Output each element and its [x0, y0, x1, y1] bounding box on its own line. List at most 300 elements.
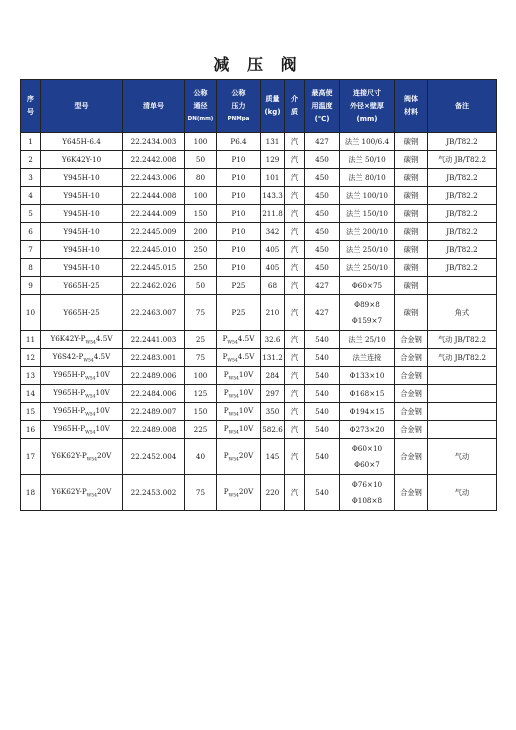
cell-dn: 50 [185, 277, 217, 295]
cell-max-temp: 450 [305, 187, 340, 205]
cell-list-no: 22.2444.009 [123, 205, 185, 223]
cell-note: JB/T82.2 [428, 187, 497, 205]
cell-mass: 131 [261, 133, 285, 151]
cell-pn [217, 349, 261, 367]
header-text: 阀体 [404, 95, 418, 103]
model-suffix: 20V [97, 486, 112, 496]
cell-model: Y945H-10 [41, 205, 123, 223]
cell-seq: 8 [21, 259, 41, 277]
pn-subscript: W54 [228, 430, 239, 436]
cell-dn: 250 [185, 241, 217, 259]
cell-max-temp: 450 [305, 259, 340, 277]
cell-model: Y665H-25 [41, 277, 123, 295]
cell-mass: 284 [261, 367, 285, 385]
cell-pn [217, 403, 261, 421]
model-prefix: Y965H-P [53, 423, 86, 433]
table-row [21, 367, 497, 385]
cell-body-material: 碳钢 [395, 205, 428, 223]
model-suffix: 4.5V [93, 351, 111, 361]
cell-seq: 16 [21, 421, 41, 439]
cell-max-temp: 427 [305, 295, 340, 331]
table-header-row [21, 80, 497, 133]
cell-body-material: 碳钢 [395, 187, 428, 205]
pn-subscript: W54 [227, 340, 238, 346]
cell-note: 气动 [428, 439, 497, 475]
valve-spec-table [20, 79, 497, 511]
cell-medium: 汽 [285, 403, 305, 421]
cell-mass: 405 [261, 241, 285, 259]
cell-connection: Φ60×75 [340, 277, 395, 295]
cell-note: 气动 JB/T82.2 [428, 331, 497, 349]
cell-pn [217, 439, 261, 475]
cell-pn: P10 [217, 187, 261, 205]
model-prefix: Y6K62Y-P [51, 486, 87, 496]
cell-mass: 220 [261, 475, 285, 511]
cell-medium: 汽 [285, 421, 305, 439]
cell-dn: 75 [185, 349, 217, 367]
table-row [21, 403, 497, 421]
cell-pn [217, 385, 261, 403]
cell-mass: 210 [261, 295, 285, 331]
cell-dn: 150 [185, 205, 217, 223]
connection-line: Φ60×10 [351, 443, 383, 453]
pn-subscript: W54 [228, 376, 239, 382]
cell-medium: 汽 [285, 439, 305, 475]
model-prefix: Y965H-P [53, 405, 86, 415]
pn-subscript: W54 [228, 394, 239, 400]
cell-list-no: 22.2489.007 [123, 403, 185, 421]
cell-model: Y945H-10 [41, 241, 123, 259]
cell-body-material: 合金钢 [395, 385, 428, 403]
model-subscript: W54 [85, 340, 96, 346]
table-row [21, 259, 497, 277]
cell-body-material: 碳钢 [395, 133, 428, 151]
table-row [21, 187, 497, 205]
cell-body-material: 合金钢 [395, 475, 428, 511]
cell-body-material: 合金钢 [395, 439, 428, 475]
cell-list-no: 22.2489.008 [123, 421, 185, 439]
pn-suffix: 10V [238, 369, 254, 379]
header-text: 介 [291, 95, 298, 103]
cell-dn: 100 [185, 133, 217, 151]
pn-suffix: 4.5V [237, 333, 255, 343]
cell-medium: 汽 [285, 151, 305, 169]
model-subscript: W54 [85, 430, 96, 436]
table-row [21, 169, 497, 187]
cell-connection: 法兰 200/10 [340, 223, 395, 241]
pn-subscript: W54 [228, 457, 239, 463]
cell-mass: 129 [261, 151, 285, 169]
connection-line: Φ108×8 [351, 495, 383, 505]
cell-model: Y665H-25 [41, 295, 123, 331]
header-text: 序 [27, 95, 34, 103]
cell-pn: P25 [217, 295, 261, 331]
pn-suffix: 4.5V [237, 351, 255, 361]
cell-seq: 13 [21, 367, 41, 385]
header-pn [217, 80, 261, 133]
model-suffix: 10V [95, 387, 110, 397]
header-body-material [395, 80, 428, 133]
cell-note: JB/T82.2 [428, 133, 497, 151]
cell-body-material: 合金钢 [395, 331, 428, 349]
cell-seq: 14 [21, 385, 41, 403]
cell-model [41, 475, 123, 511]
cell-list-no: 22.2445.015 [123, 259, 185, 277]
cell-list-no: 22.2453.002 [123, 475, 185, 511]
cell-mass: 68 [261, 277, 285, 295]
cell-max-temp: 540 [305, 439, 340, 475]
cell-note: JB/T82.2 [428, 223, 497, 241]
cell-note: 气动 JB/T82.2 [428, 151, 497, 169]
header-text: 压力 [231, 101, 246, 110]
header-text: 清单号 [143, 101, 164, 110]
cell-list-no: 22.2484.006 [123, 385, 185, 403]
cell-seq: 6 [21, 223, 41, 241]
model-suffix: 10V [95, 369, 110, 379]
pn-suffix: 10V [238, 387, 254, 397]
model-subscript: W54 [85, 394, 96, 400]
cell-note: 角式 [428, 295, 497, 331]
cell-mass: 101 [261, 169, 285, 187]
pn-prefix: P [223, 387, 229, 397]
cell-connection: 法兰 50/10 [340, 151, 395, 169]
cell-body-material: 碳钢 [395, 241, 428, 259]
cell-list-no: 22.2445.010 [123, 241, 185, 259]
cell-dn: 125 [185, 385, 217, 403]
cell-dn: 75 [185, 295, 217, 331]
cell-note [428, 403, 497, 421]
cell-seq: 12 [21, 349, 41, 367]
header-text: (kg) [264, 108, 281, 116]
header-text: 外径×壁厚 [350, 101, 384, 110]
table-row [21, 331, 497, 349]
cell-max-temp: 540 [305, 403, 340, 421]
cell-dn: 75 [185, 475, 217, 511]
model-suffix: 20V [97, 450, 112, 460]
cell-mass: 145 [261, 439, 285, 475]
model-prefix: Y6S42-P [52, 351, 84, 361]
connection-line: Φ89×8 [354, 299, 380, 309]
cell-max-temp: 450 [305, 223, 340, 241]
cell-connection: 法兰 100/10 [340, 187, 395, 205]
cell-mass: 32.6 [261, 331, 285, 349]
pn-prefix: P [223, 369, 229, 379]
cell-mass: 350 [261, 403, 285, 421]
model-suffix: 10V [95, 423, 110, 433]
cell-dn: 80 [185, 169, 217, 187]
header-model [41, 80, 123, 133]
header-unit: DN(mm) [187, 115, 214, 122]
pn-prefix: P [222, 333, 228, 343]
cell-seq: 1 [21, 133, 41, 151]
cell-max-temp: 427 [305, 133, 340, 151]
cell-model [41, 331, 123, 349]
cell-dn: 100 [185, 187, 217, 205]
cell-body-material: 碳钢 [395, 151, 428, 169]
cell-dn: 40 [185, 439, 217, 475]
connection-line: Φ76×10 [351, 479, 383, 489]
cell-list-no: 22.2483.001 [123, 349, 185, 367]
header-text: 质量 [265, 95, 280, 103]
cell-model [41, 421, 123, 439]
cell-mass: 143.3 [261, 187, 285, 205]
cell-pn: P10 [217, 259, 261, 277]
cell-list-no: 22.2442.008 [123, 151, 185, 169]
model-prefix: Y965H-P [53, 369, 86, 379]
cell-pn: P10 [217, 241, 261, 259]
cell-pn: P10 [217, 205, 261, 223]
cell-seq: 15 [21, 403, 41, 421]
table-row [21, 421, 497, 439]
cell-seq: 9 [21, 277, 41, 295]
cell-seq: 7 [21, 241, 41, 259]
header-medium [285, 80, 305, 133]
cell-pn [217, 475, 261, 511]
cell-note: JB/T82.2 [428, 241, 497, 259]
cell-max-temp: 450 [305, 241, 340, 259]
cell-max-temp: 540 [305, 331, 340, 349]
cell-body-material: 碳钢 [395, 169, 428, 187]
cell-connection: 法兰 80/10 [340, 169, 395, 187]
model-subscript: W54 [83, 358, 94, 364]
cell-list-no: 22.2489.006 [123, 367, 185, 385]
model-subscript: W54 [85, 376, 96, 382]
pn-prefix: P [223, 450, 229, 460]
cell-pn [217, 367, 261, 385]
cell-seq: 3 [21, 169, 41, 187]
cell-medium: 汽 [285, 331, 305, 349]
cell-pn: P6.4 [217, 133, 261, 151]
cell-dn: 50 [185, 151, 217, 169]
pn-prefix: P [222, 351, 228, 361]
connection-line: Φ159×7 [351, 315, 383, 325]
header-unit: PNMpa [227, 115, 250, 122]
cell-pn: P25 [217, 277, 261, 295]
cell-list-no: 22.2452.004 [123, 439, 185, 475]
cell-medium: 汽 [285, 295, 305, 331]
cell-max-temp: 540 [305, 349, 340, 367]
table-row [21, 349, 497, 367]
cell-body-material: 合金钢 [395, 367, 428, 385]
cell-mass: 405 [261, 259, 285, 277]
cell-max-temp: 450 [305, 169, 340, 187]
header-text: 公称 [231, 88, 246, 97]
cell-seq: 18 [21, 475, 41, 511]
header-text: 用温度 [311, 101, 333, 110]
cell-model: Y945H-10 [41, 169, 123, 187]
cell-connection [340, 475, 395, 511]
pn-subscript: W54 [228, 493, 239, 499]
cell-body-material: 合金钢 [395, 403, 428, 421]
cell-note: JB/T82.2 [428, 205, 497, 223]
cell-note: 气动 [428, 475, 497, 511]
cell-dn: 225 [185, 421, 217, 439]
cell-dn: 250 [185, 259, 217, 277]
header-text: 备注 [455, 101, 469, 110]
cell-connection: 法兰连接 [340, 349, 395, 367]
pn-subscript: W54 [228, 412, 239, 418]
cell-connection: Φ194×15 [340, 403, 395, 421]
cell-body-material: 合金钢 [395, 421, 428, 439]
cell-body-material: 碳钢 [395, 277, 428, 295]
cell-seq: 10 [21, 295, 41, 331]
cell-body-material: 碳钢 [395, 223, 428, 241]
pn-suffix: 10V [238, 423, 254, 433]
cell-model: Y945H-10 [41, 187, 123, 205]
cell-mass: 342 [261, 223, 285, 241]
cell-model [41, 385, 123, 403]
header-mass [261, 80, 285, 133]
cell-max-temp: 540 [305, 421, 340, 439]
cell-pn: P10 [217, 151, 261, 169]
model-prefix: Y6K42Y-P [50, 333, 86, 343]
table-row [21, 205, 497, 223]
cell-connection: Φ273×20 [340, 421, 395, 439]
cell-list-no: 22.2445.009 [123, 223, 185, 241]
cell-model: Y945H-10 [41, 259, 123, 277]
cell-medium: 汽 [285, 367, 305, 385]
cell-list-no: 22.2443.006 [123, 169, 185, 187]
cell-connection: 法兰 25/10 [340, 331, 395, 349]
cell-pn [217, 421, 261, 439]
cell-pn: P10 [217, 223, 261, 241]
table-row [21, 295, 497, 331]
model-prefix: Y6K62Y-P [51, 450, 87, 460]
header-max-temp [305, 80, 340, 133]
cell-list-no: 22.2441.003 [123, 331, 185, 349]
cell-medium: 汽 [285, 223, 305, 241]
model-subscript: W54 [86, 493, 98, 499]
cell-model [41, 367, 123, 385]
header-connection [340, 80, 395, 133]
table-row [21, 385, 497, 403]
cell-list-no: 22.2462.026 [123, 277, 185, 295]
cell-connection: Φ168×15 [340, 385, 395, 403]
cell-seq: 4 [21, 187, 41, 205]
cell-model: Y645H-6.4 [41, 133, 123, 151]
cell-dn: 200 [185, 223, 217, 241]
header-text: 号 [27, 108, 34, 116]
cell-medium: 汽 [285, 349, 305, 367]
model-subscript: W54 [85, 412, 96, 418]
header-text: (℃) [314, 114, 330, 123]
cell-connection [340, 295, 395, 331]
model-subscript: W54 [86, 457, 98, 463]
model-suffix: 10V [95, 405, 110, 415]
cell-medium: 汽 [285, 169, 305, 187]
cell-note: JB/T82.2 [428, 169, 497, 187]
pn-suffix: 20V [238, 450, 254, 460]
table-row [21, 439, 497, 475]
cell-medium: 汽 [285, 133, 305, 151]
table-body [21, 133, 497, 511]
cell-medium: 汽 [285, 187, 305, 205]
cell-medium: 汽 [285, 241, 305, 259]
pn-prefix: P [223, 423, 229, 433]
pn-subscript: W54 [227, 358, 238, 364]
cell-model: Y6K42Y-10 [41, 151, 123, 169]
cell-body-material: 碳钢 [395, 259, 428, 277]
cell-model [41, 439, 123, 475]
table-row [21, 133, 497, 151]
cell-max-temp: 450 [305, 151, 340, 169]
cell-pn: P10 [217, 169, 261, 187]
header-text: 材料 [404, 108, 418, 116]
cell-connection: 法兰 250/10 [340, 259, 395, 277]
header-text: 最高使 [311, 88, 333, 97]
cell-connection: 法兰 150/10 [340, 205, 395, 223]
cell-connection: 法兰 250/10 [340, 241, 395, 259]
cell-max-temp: 540 [305, 385, 340, 403]
cell-medium: 汽 [285, 277, 305, 295]
table-row [21, 241, 497, 259]
cell-model [41, 349, 123, 367]
cell-dn: 25 [185, 331, 217, 349]
cell-max-temp: 450 [305, 205, 340, 223]
cell-body-material: 合金钢 [395, 349, 428, 367]
header-list-no [123, 80, 185, 133]
cell-connection: 法兰 100/6.4 [340, 133, 395, 151]
cell-mass: 131.2 [261, 349, 285, 367]
header-dn [185, 80, 217, 133]
table-row [21, 475, 497, 511]
cell-note [428, 385, 497, 403]
cell-medium: 汽 [285, 259, 305, 277]
cell-list-no: 22.2434.003 [123, 133, 185, 151]
cell-note [428, 421, 497, 439]
cell-medium: 汽 [285, 205, 305, 223]
cell-list-no: 22.2444.008 [123, 187, 185, 205]
cell-medium: 汽 [285, 475, 305, 511]
header-text: 型号 [74, 101, 89, 110]
cell-seq: 17 [21, 439, 41, 475]
cell-body-material: 碳钢 [395, 295, 428, 331]
cell-seq: 11 [21, 331, 41, 349]
cell-medium: 汽 [285, 385, 305, 403]
cell-list-no: 22.2463.007 [123, 295, 185, 331]
cell-seq: 2 [21, 151, 41, 169]
cell-max-temp: 427 [305, 277, 340, 295]
cell-note [428, 367, 497, 385]
model-prefix: Y965H-P [53, 387, 86, 397]
model-suffix: 4.5V [95, 333, 113, 343]
cell-max-temp: 540 [305, 367, 340, 385]
cell-connection: Φ133×10 [340, 367, 395, 385]
header-seq [21, 80, 41, 133]
pn-prefix: P [223, 405, 229, 415]
cell-model: Y945H-10 [41, 223, 123, 241]
table-row [21, 223, 497, 241]
cell-mass: 297 [261, 385, 285, 403]
connection-line: Φ60×7 [354, 459, 380, 469]
cell-seq: 5 [21, 205, 41, 223]
cell-model [41, 403, 123, 421]
header-text: 连接尺寸 [353, 88, 381, 97]
table-row [21, 277, 497, 295]
cell-pn [217, 331, 261, 349]
pn-prefix: P [223, 486, 229, 496]
cell-dn: 150 [185, 403, 217, 421]
cell-dn: 100 [185, 367, 217, 385]
pn-suffix: 20V [238, 486, 254, 496]
cell-connection [340, 439, 395, 475]
header-text: (mm) [356, 114, 378, 123]
cell-note: 气动 JB/T82.2 [428, 349, 497, 367]
header-text: 公称 [193, 88, 208, 97]
cell-mass: 582.6 [261, 421, 285, 439]
page-title: 减 压 阀 [213, 55, 303, 74]
cell-max-temp: 540 [305, 475, 340, 511]
